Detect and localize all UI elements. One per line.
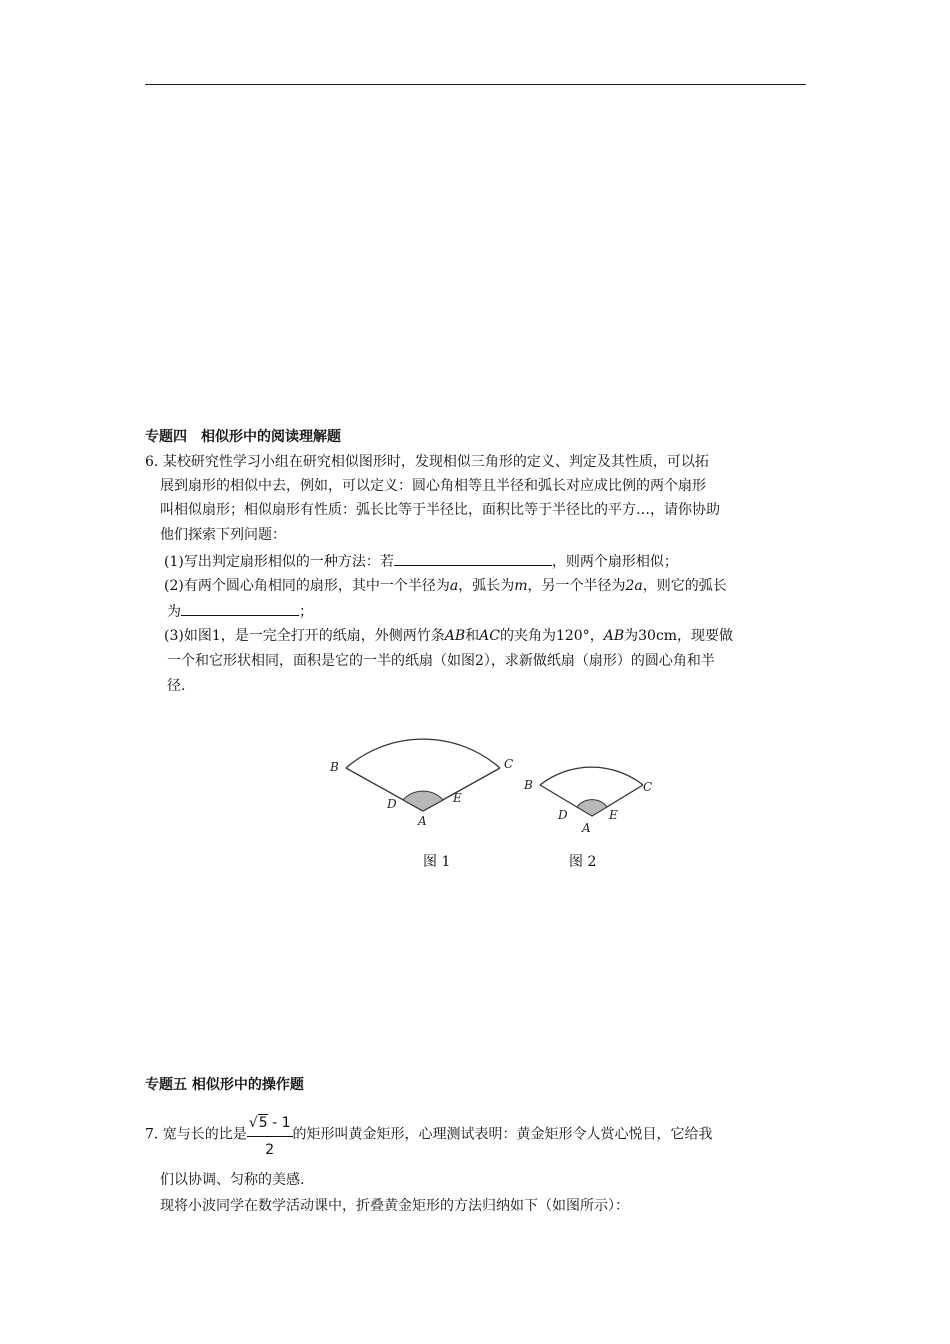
fig2-outer-arc <box>540 767 643 785</box>
q6-line-2: 展到扇形的相似中去，例如，可以定义：圆心角相等且半径和弧长对应成比例的两个扇形 <box>160 478 706 494</box>
q6-part-2-mid1: ，弧长为 <box>458 578 515 594</box>
q6-part-3-pre: (3)如图1，是一完全打开的纸扇，外侧两竹条 <box>164 628 445 644</box>
fig1-label-b: B <box>330 760 339 774</box>
sqrt-sign: √ <box>248 1115 258 1131</box>
q6-seg-ac: AC <box>479 628 500 644</box>
section-four-heading: 专题四 相似形中的阅读理解题 <box>145 429 341 445</box>
q6-text-1: . 某校研究性学习小组在研究相似图形时，发现相似三角形的定义、判定及其性质，可以拓 <box>153 454 709 470</box>
q6-seg-ab-2: AB <box>603 628 625 644</box>
q7-pre: 宽与长的比是 <box>158 1126 247 1143</box>
fig2-label-c: C <box>643 780 653 794</box>
figure-2-fan <box>520 755 670 840</box>
q7-line-3: 现将小波同学在数学活动课中，折叠黄金矩形的方法归纳如下（如图所示）： <box>160 1198 629 1214</box>
q6-part-3 <box>164 626 733 646</box>
fig2-label-d: D <box>558 808 568 822</box>
q6-part-1-blank[interactable] <box>394 551 552 566</box>
q6-number: 6 <box>145 454 154 470</box>
q6-part-2 <box>164 576 727 596</box>
q6-var-2a: 2a <box>625 578 643 594</box>
fig2-label-a: A <box>582 821 591 835</box>
fraction-denominator: 2 <box>265 1142 275 1158</box>
q6-var-a: a <box>449 578 459 594</box>
fraction-numerator-rest: - 1 <box>267 1115 291 1131</box>
sqrt-radicand: 5 <box>258 1115 268 1131</box>
q7-post: 的矩形叫黄金矩形，心理测试表明：黄金矩形令人赏心悦目，它给我 <box>292 1126 713 1143</box>
q7-line-2: 们以协调、匀称的美感. <box>160 1172 305 1188</box>
fig1-label-d: D <box>387 797 397 811</box>
q6-part-2-line-2 <box>167 601 313 622</box>
fig2-shaded-sector <box>577 800 607 816</box>
q6-part-3-mid: 的夹角为120°， <box>499 628 604 644</box>
q7-number: 7. <box>145 1126 159 1143</box>
q6-line-1 <box>145 452 709 472</box>
fig2-label-e: E <box>609 808 618 822</box>
q6-seg-ab: AB <box>444 628 466 644</box>
q6-part-2-post: ，则它的弧长 <box>642 578 727 594</box>
section-five-heading: 专题五 相似形中的操作题 <box>145 1077 304 1093</box>
q6-part-1-pre: (1)写出判定扇形相似的一种方法：若 <box>164 554 394 570</box>
q6-part-3-line-3: 径. <box>167 678 186 694</box>
q6-line-4: 他们探索下列问题： <box>160 527 286 543</box>
q6-part-2-line2-post: ； <box>299 604 313 620</box>
fig1-label-a: A <box>418 814 427 828</box>
q6-part-2-pre: (2)有两个圆心角相同的扇形，其中一个半径为 <box>164 578 450 594</box>
fig1-label-c: C <box>504 757 514 771</box>
fig1-outer-arc <box>346 739 500 768</box>
q6-part-2-blank[interactable] <box>181 601 299 616</box>
golden-ratio-fraction <box>247 1112 293 1161</box>
q6-line-3: 叫相似扇形；相似扇形有性质：弧长比等于半径比，面积比等于半径比的平方…，请你协助 <box>160 502 720 518</box>
fig2-label-b: B <box>524 778 533 792</box>
q6-part-2-mid2: ，另一个半径为 <box>527 578 626 594</box>
figure-2-caption: 图 2 <box>569 854 597 870</box>
header-rule <box>145 84 806 85</box>
q6-part-1-post: ，则两个扇形相似； <box>551 554 678 570</box>
q6-part-3-and: 和 <box>465 628 480 644</box>
figure-1-caption: 图 1 <box>423 854 451 870</box>
q6-part-3-post: 为30cm，现要做 <box>624 628 734 644</box>
fig1-label-e: E <box>453 791 462 805</box>
fig1-shaded-sector <box>403 791 443 811</box>
q6-part-2-line2-pre: 为 <box>167 604 181 620</box>
q6-var-m: m <box>514 578 528 594</box>
q6-part-3-line-2: 一个和它形状相同，面积是它的一半的纸扇（如图2），求新做纸扇（扇形）的圆心角和半 <box>167 653 715 669</box>
figure-1-fan <box>320 715 530 835</box>
q7-line-1 <box>145 1110 713 1159</box>
q6-part-1 <box>164 551 678 572</box>
